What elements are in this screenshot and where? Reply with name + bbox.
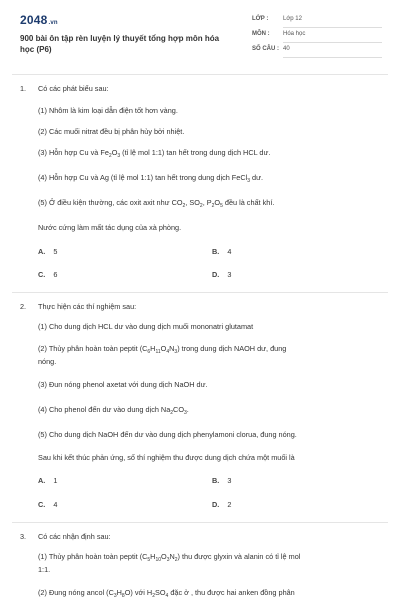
divider bbox=[12, 292, 388, 293]
question-number: 3. bbox=[20, 532, 27, 541]
statement: (4) Cho phenol đến dư vào dung dịch $Na_2CO_3$. bbox=[38, 405, 189, 416]
statement: (2) Thủy phân hoàn toàn peptit $(C_6H_{11}O_4N_3)$ trong dung dịch NAOH dư, đung nóng. bbox=[38, 344, 287, 366]
option-text: 5 bbox=[53, 247, 58, 256]
option-letter: D. bbox=[212, 500, 220, 509]
option-b[interactable] bbox=[212, 476, 231, 485]
meta-key: SỐ CÂU : bbox=[252, 46, 279, 52]
document-title: 900 bài ôn tập rèn luyện lý thuyết tổng hợp môn hóa học (P6) bbox=[20, 34, 220, 54]
option-letter: D. bbox=[212, 270, 220, 279]
statement: (1) Nhôm là kim loại dẫn điện tốt hơn vàng. bbox=[38, 106, 178, 115]
meta-row-count bbox=[252, 44, 382, 58]
site-logo[interactable] bbox=[20, 13, 58, 27]
statement: (3) Hỗn hợp Cu và $Fe_2O_3$ (tỉ lệ mol 1:1) tan hết trong dung dịch HCL dư. bbox=[38, 148, 271, 159]
divider bbox=[12, 74, 388, 75]
statement: (1) Cho dung dịch HCL dư vào dung dịch muối mononatri glutamat bbox=[38, 322, 254, 331]
option-text: 4 bbox=[227, 247, 232, 256]
option-letter: C. bbox=[38, 500, 46, 509]
logo-text: 2048 bbox=[20, 13, 48, 27]
meta-key: LỚP : bbox=[252, 16, 269, 22]
logo-suffix: .vn bbox=[48, 20, 58, 26]
meta-row-grade bbox=[252, 14, 382, 28]
option-letter: B. bbox=[212, 247, 220, 256]
meta-underline bbox=[283, 57, 382, 58]
statement: (5) Ở điều kiện thường, các oxit axit như $CO_2$, $SO_2$, $P_2O_5$ đều là chất khí. bbox=[38, 198, 275, 209]
option-d[interactable] bbox=[212, 500, 231, 509]
statement: (2) Các muối nitrat đều bị phân hủy bởi nhiệt. bbox=[38, 127, 185, 136]
option-b[interactable] bbox=[212, 247, 231, 256]
meta-value: Lớp 12 bbox=[283, 16, 302, 22]
option-letter: A. bbox=[38, 476, 46, 485]
statement: (3) Đun nóng phenol axetat với dung dịch NaOH dư. bbox=[38, 380, 208, 389]
statement: (4) Hỗn hợp Cu và Ag (tỉ lệ mol 1:1) tan hết trong dung dịch FeCl$_3$ dư. bbox=[38, 173, 263, 184]
question-number: 1. bbox=[20, 84, 27, 93]
question-number: 2. bbox=[20, 302, 27, 311]
meta-key: MÔN : bbox=[252, 31, 270, 37]
statement: Sau khi kết thúc phản ứng, số thí nghiệm thu được dung dịch chứa một muối là bbox=[38, 453, 295, 462]
header bbox=[0, 0, 400, 75]
option-a[interactable] bbox=[38, 247, 57, 256]
option-text: 1 bbox=[53, 476, 58, 485]
option-letter: C. bbox=[38, 270, 46, 279]
option-c[interactable] bbox=[38, 270, 57, 279]
statement: (2) Đung nóng ancol $(C_3H_8O)$ với $H_2SO_4$ đặc ở , thu được hai anken đồng phân bbox=[38, 588, 295, 599]
option-c[interactable] bbox=[38, 500, 57, 509]
statement: (5) Cho dung dịch NaOH đến dư vào dung dịch phenylamoni clorua, đung nóng. bbox=[38, 430, 297, 439]
option-letter: B. bbox=[212, 476, 220, 485]
question-prompt: Thực hiện các thí nghiệm sau: bbox=[38, 302, 137, 311]
option-text: 3 bbox=[227, 270, 232, 279]
meta-row-subject bbox=[252, 29, 382, 43]
option-d[interactable] bbox=[212, 270, 231, 279]
meta-underline bbox=[283, 42, 382, 43]
statement: Nước cứng làm mất tác dụng của xà phòng. bbox=[38, 223, 182, 232]
divider bbox=[12, 522, 388, 523]
question-prompt: Có các nhận định sau: bbox=[38, 532, 111, 541]
meta-value: Hóa học bbox=[283, 31, 306, 37]
option-text: 4 bbox=[53, 500, 58, 509]
option-text: 6 bbox=[53, 270, 58, 279]
question-prompt: Có các phát biểu sau: bbox=[38, 84, 109, 93]
meta-underline bbox=[283, 27, 382, 28]
option-letter: A. bbox=[38, 247, 46, 256]
statement: (1) Thủy phân hoàn toàn peptit $(C_5H_{10}O_3N_2)$ thu được glyxin và alanin có tỉ lệ mol 1:1. bbox=[38, 552, 301, 574]
meta-value: 40 bbox=[283, 46, 290, 52]
option-text: 3 bbox=[227, 476, 232, 485]
option-a[interactable] bbox=[38, 476, 57, 485]
option-text: 2 bbox=[227, 500, 232, 509]
